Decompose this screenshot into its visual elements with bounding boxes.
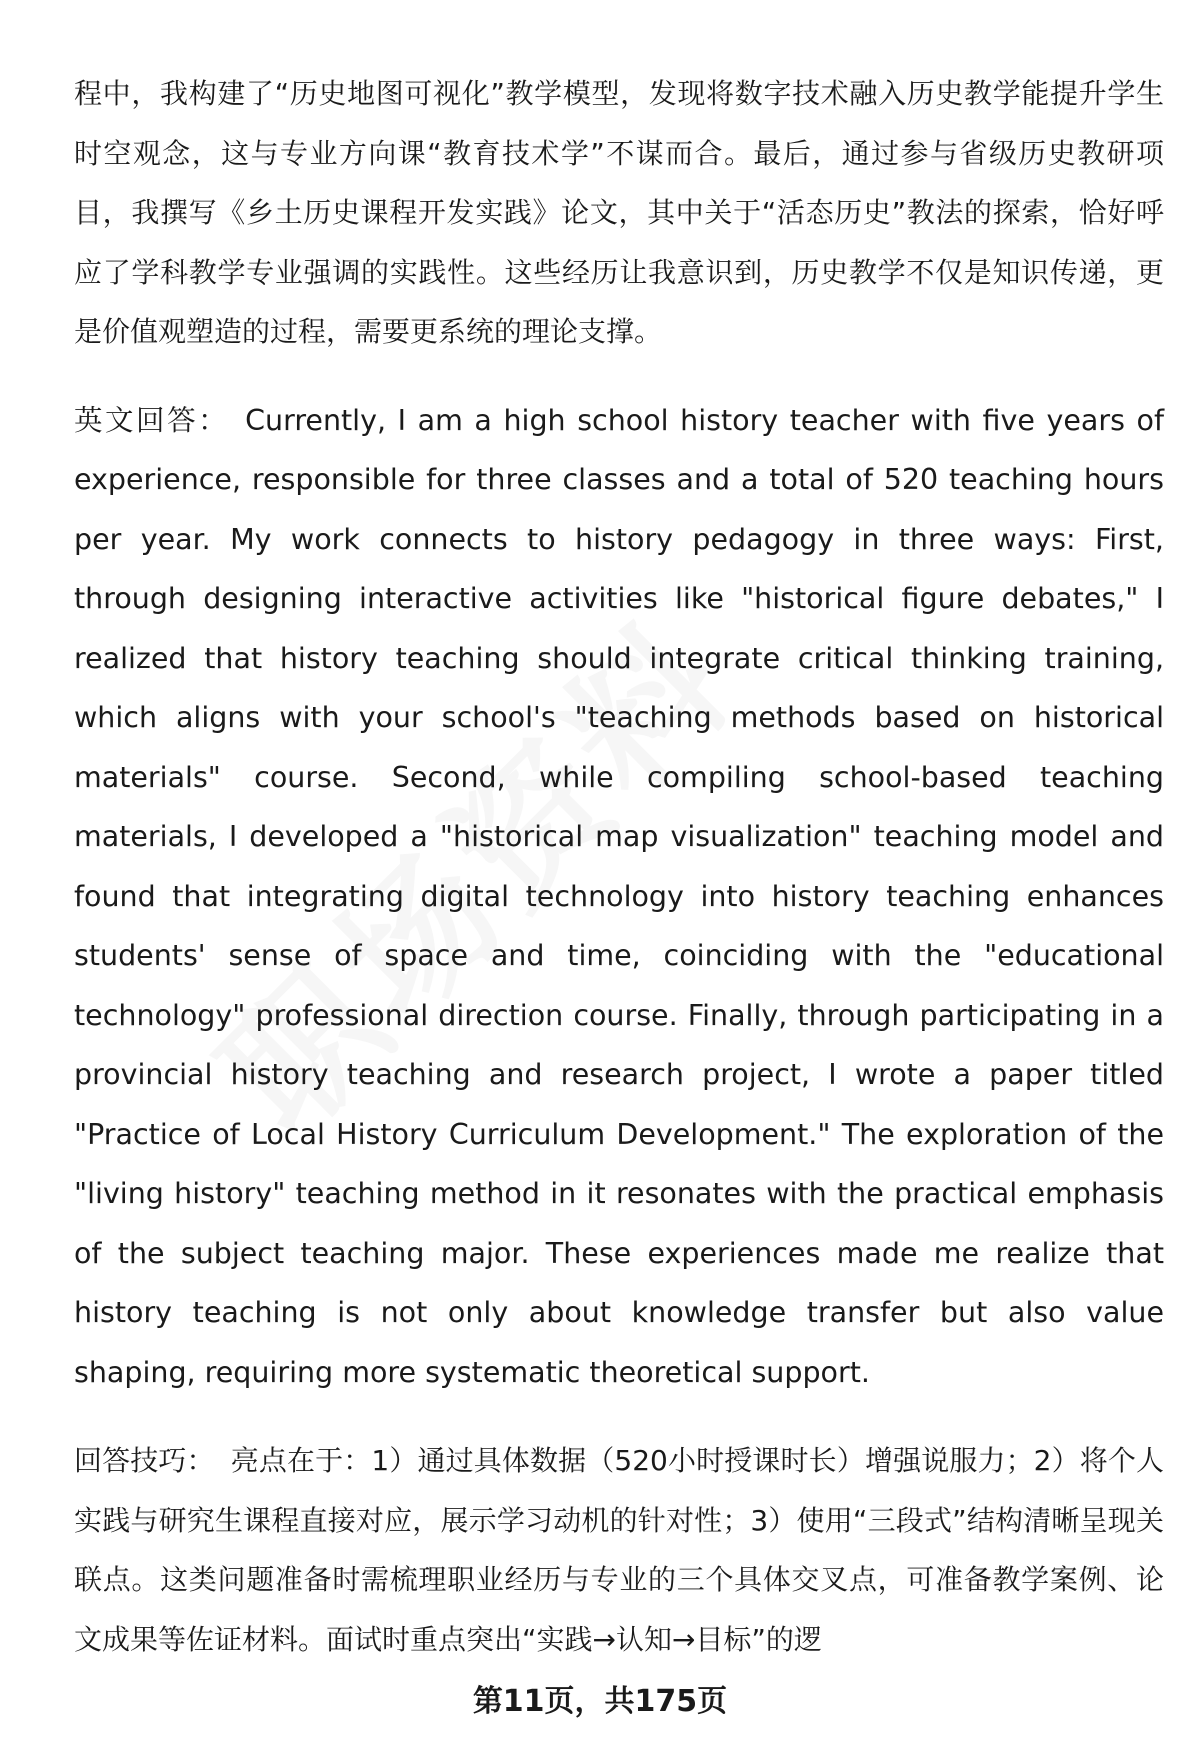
paragraph-answer-tips	[74, 1431, 1164, 1669]
document-body	[74, 64, 1164, 1698]
english-answer-label: 英文回答：	[74, 403, 230, 437]
paragraph-cn-text: 程中，我构建了“历史地图可视化”教学模型，发现将数字技术融入历史教学能提升学生时空观念，这与专业方向课“教育技术学”不谋而合。最后，通过参与省级历史教研项目，我撰写《乡土历史课程开发实践》论文，其中关于“活态历史”教法的探索，恰好呼应了学科教学专业强调的实践性。这些经历让我意识到，历史教学不仅是知识传递，更是价值观塑造的过程，需要更系统的理论支撑。	[74, 77, 1164, 348]
page-number: 第11页，共175页	[472, 1684, 728, 1719]
paragraph-english-answer	[74, 391, 1164, 1403]
answer-tips-text: 亮点在于：1）通过具体数据（520小时授课时长）增强说服力；2）将个人实践与研究生课程直接对应，展示学习动机的针对性；3）使用“三段式”结构清晰呈现关联点。这类问题准备时需梳理职业经历与专业的三个具体交叉点，可准备教学案例、论文成果等佐证材料。面试时重点突出“实践→认知→目标”的逻	[74, 1444, 1164, 1656]
english-answer-text: Currently, I am a high school history teacher with five years of experience, responsible for three classes and a total of 520 teaching hours per year. My work connects to history pedagogy in three ways: First, through designing interactive activities like "historical figure debates," I realized that history teaching should integrate critical thinking training, which aligns with your school's "teaching methods based on historical materials" course. Second, while compiling school-based teaching materials, I developed a "historical map visualization" teaching model and found that integrating digital technology into history teaching enhances students' sense of space and time, coinciding with the "educational technology" professional direction course. Finally, through participating in a provincial history teaching and research project, I wrote a paper titled "Practice of Local History Curriculum Development." The exploration of the "living history" teaching method in it resonates with the practical emphasis of the subject teaching major. These experiences made me realize that history teaching is not only about knowledge transfer but also value shaping, requiring more systematic theoretical support.	[74, 403, 1164, 1389]
paragraph-cn-continuation	[74, 64, 1164, 362]
answer-tips-label: 回答技巧：	[74, 1444, 215, 1477]
